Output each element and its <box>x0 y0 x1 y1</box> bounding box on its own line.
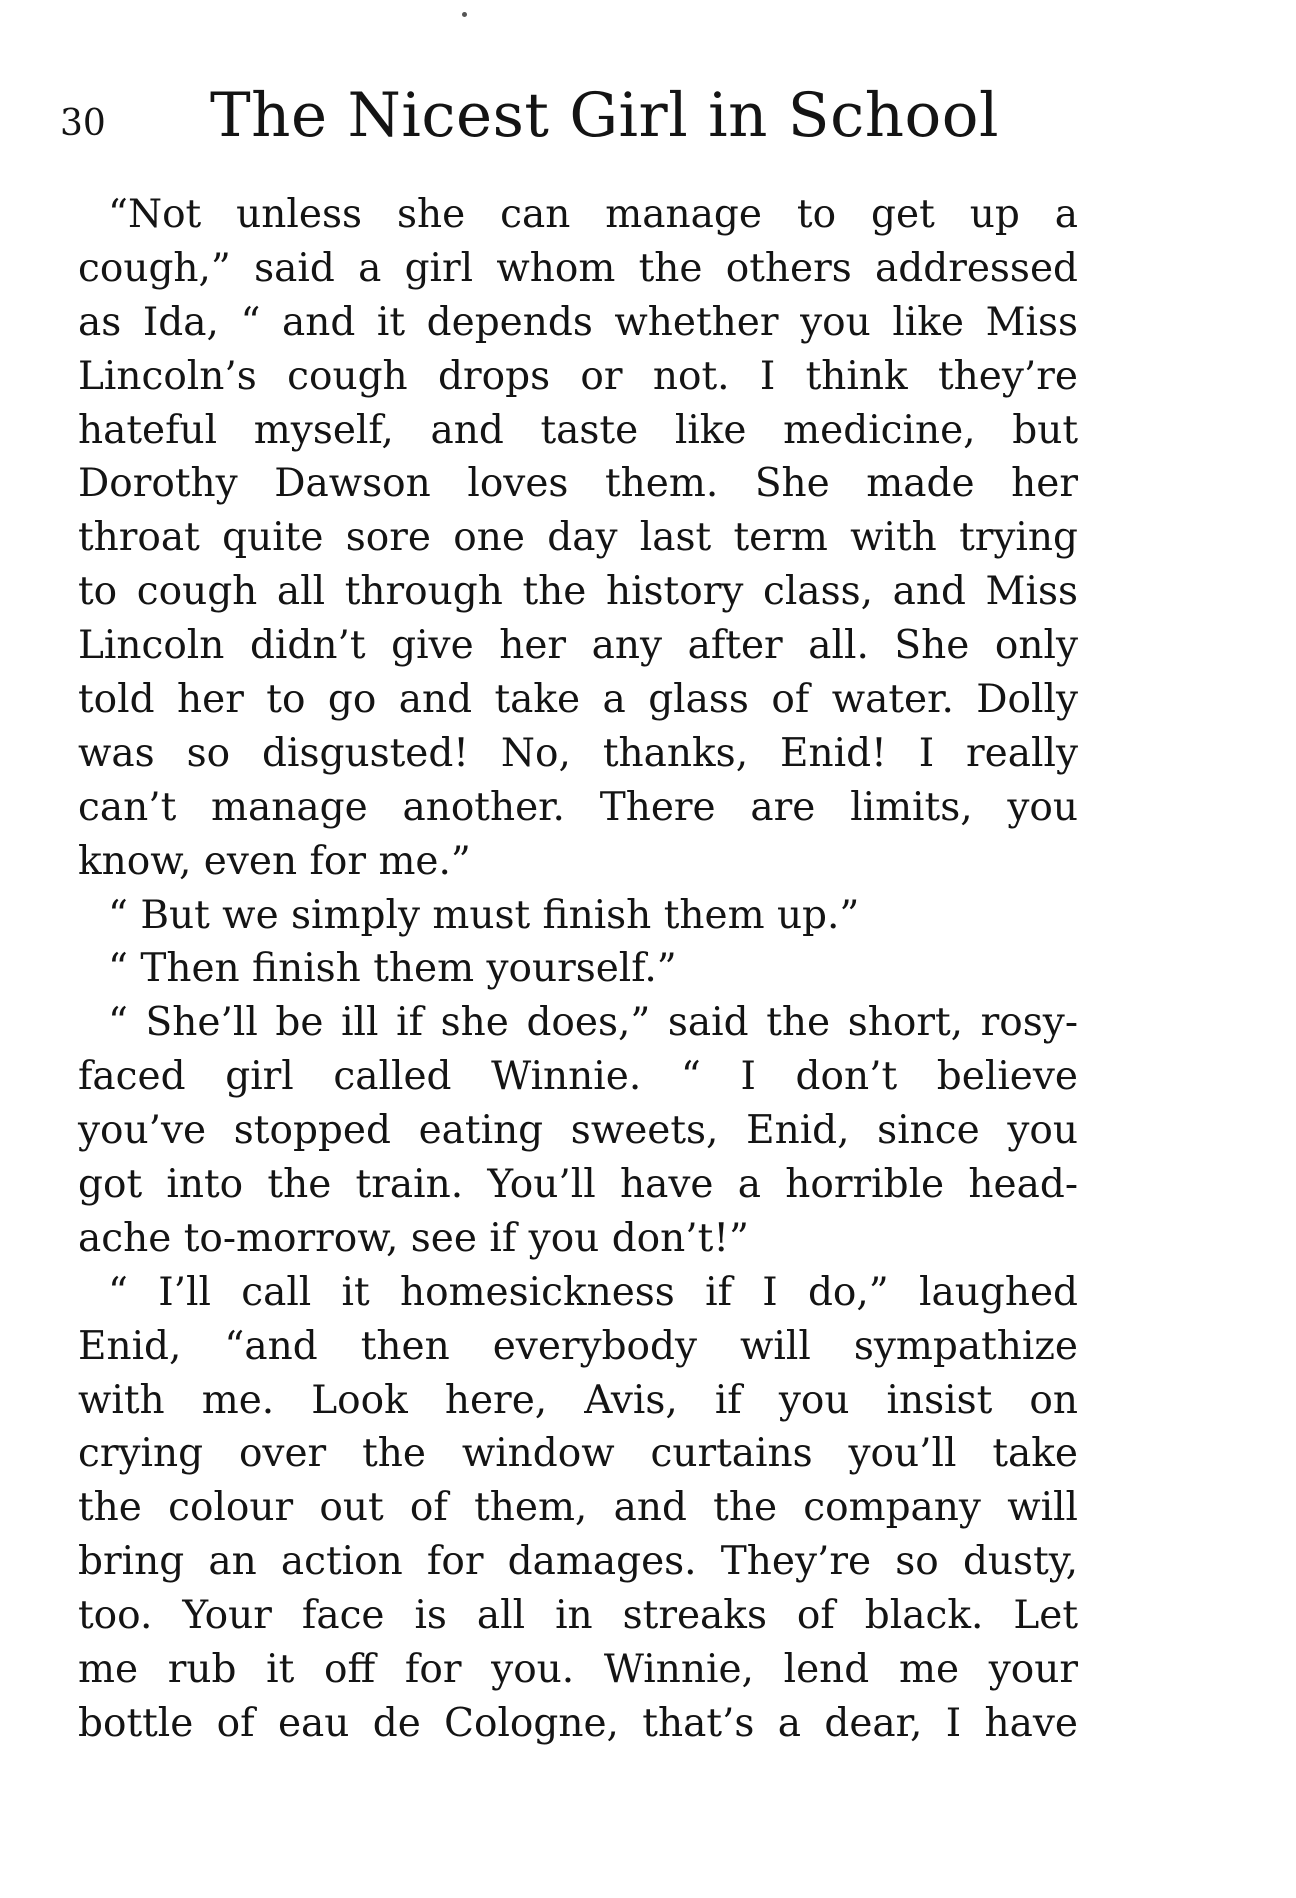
text-line: Enid, “and then everybody will sympathize <box>78 1323 1078 1369</box>
text-line: as Ida, “ and it depends whether you like Miss <box>78 299 1078 345</box>
text-line: “ Then finish them yourself.” <box>108 946 677 992</box>
text-line: to cough all through the history class, and Miss <box>78 569 1078 615</box>
text-line: with me. Look here, Avis, if you insist on <box>78 1377 1078 1423</box>
page-number: 30 <box>60 103 106 144</box>
text-line: throat quite sore one day last term with trying <box>78 515 1078 561</box>
text-line: Dorothy Dawson loves them. She made her <box>78 461 1078 507</box>
text-line: know, even for me.” <box>78 838 471 884</box>
text-line: “ I’ll call it homesickness if I do,” laughed <box>108 1269 1078 1315</box>
running-title: The Nicest Girl in School <box>210 80 999 151</box>
text-line: bring an action for damages. They’re so dusty, <box>78 1539 1078 1585</box>
text-line: too. Your face is all in streaks of black. Let <box>78 1593 1078 1639</box>
text-line: “ She’ll be ill if she does,” said the short, rosy- <box>108 1000 1078 1046</box>
text-line: “Not unless she can manage to get up a <box>108 192 1078 237</box>
text-line: crying over the window curtains you’ll take <box>78 1431 1078 1477</box>
print-speck <box>462 12 467 17</box>
text-line: me rub it off for you. Winnie, lend me your <box>78 1647 1078 1693</box>
text-line: told her to go and take a glass of water. Dolly <box>78 677 1078 723</box>
text-line: Lincoln’s cough drops or not. I think they’re <box>78 353 1078 399</box>
text-line: cough,” said a girl whom the others addressed <box>78 245 1078 291</box>
page-header <box>60 78 1160 158</box>
text-line: faced girl called Winnie. “ I don’t believe <box>78 1054 1078 1100</box>
body-text <box>78 188 1078 1751</box>
text-line: Lincoln didn’t give her any after all. She only <box>78 623 1078 669</box>
text-line: ache to-morrow, see if you don’t!” <box>78 1215 749 1261</box>
text-line: was so disgusted! No, thanks, Enid! I really <box>78 730 1078 776</box>
text-line: you’ve stopped eating sweets, Enid, since you <box>78 1108 1078 1154</box>
text-line: “ But we simply must finish them up.” <box>108 892 860 938</box>
text-line: the colour out of them, and the company will <box>78 1485 1078 1531</box>
text-line: hateful myself, and taste like medicine, but <box>78 407 1078 453</box>
text-line: can’t manage another. There are limits, you <box>78 784 1078 830</box>
text-line: bottle of eau de Cologne, that’s a dear, I have <box>78 1700 1078 1746</box>
text-line: got into the train. You’ll have a horrible head- <box>78 1162 1078 1208</box>
